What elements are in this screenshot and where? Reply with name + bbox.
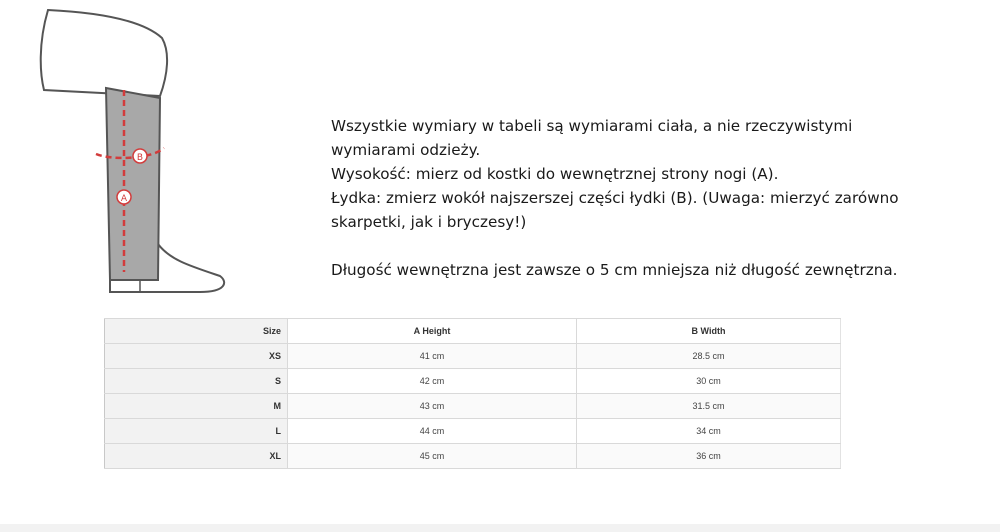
table-row: [105, 419, 841, 444]
half-chap-shape: [106, 88, 160, 280]
width-cell: 30 cm: [577, 369, 841, 394]
marker-a-label: A: [120, 194, 128, 204]
instruction-line: skarpetki, jak i bryczesy!): [331, 213, 527, 231]
footer-band: [0, 524, 1000, 532]
table-row: [105, 444, 841, 469]
instruction-line: Długość wewnętrzna jest zawsze o 5 cm mniejsza niż długość zewnętrzna.: [331, 261, 898, 279]
width-cell: 36 cm: [577, 444, 841, 469]
leg-drawing: [30, 4, 240, 296]
height-cell: 42 cm: [288, 369, 577, 394]
table-row: [105, 344, 841, 369]
column-header-size: Size: [105, 319, 288, 344]
marker-b-label: B: [136, 153, 144, 163]
measurement-instructions: [331, 114, 971, 282]
size-cell: S: [105, 369, 288, 394]
leg-measurement-illustration: [30, 4, 240, 296]
instruction-line: Łydka: zmierz wokół najszerszej części łydki (B). (Uwaga: mierzyć zarówno: [331, 189, 899, 207]
width-cell: 31.5 cm: [577, 394, 841, 419]
instruction-line: wymiarami odzieży.: [331, 141, 481, 159]
instruction-line: Wysokość: mierz od kostki do wewnętrznej strony nogi (A).: [331, 165, 779, 183]
size-table: [104, 318, 841, 469]
table-row: [105, 369, 841, 394]
height-cell: 41 cm: [288, 344, 577, 369]
size-cell: XS: [105, 344, 288, 369]
table-row: [105, 394, 841, 419]
column-header-width: B Width: [577, 319, 841, 344]
width-cell: 28.5 cm: [577, 344, 841, 369]
paragraph-spacer: [331, 234, 971, 258]
height-cell: 43 cm: [288, 394, 577, 419]
size-cell: L: [105, 419, 288, 444]
thigh-outline: [41, 10, 167, 96]
instruction-line: Wszystkie wymiary w tabeli są wymiarami ciała, a nie rzeczywistymi: [331, 117, 853, 135]
width-cell: 34 cm: [577, 419, 841, 444]
column-header-height: A Height: [288, 319, 577, 344]
size-table-container: [104, 318, 841, 469]
table-header-row: [105, 319, 841, 344]
size-cell: M: [105, 394, 288, 419]
size-cell: XL: [105, 444, 288, 469]
height-cell: 44 cm: [288, 419, 577, 444]
height-cell: 45 cm: [288, 444, 577, 469]
